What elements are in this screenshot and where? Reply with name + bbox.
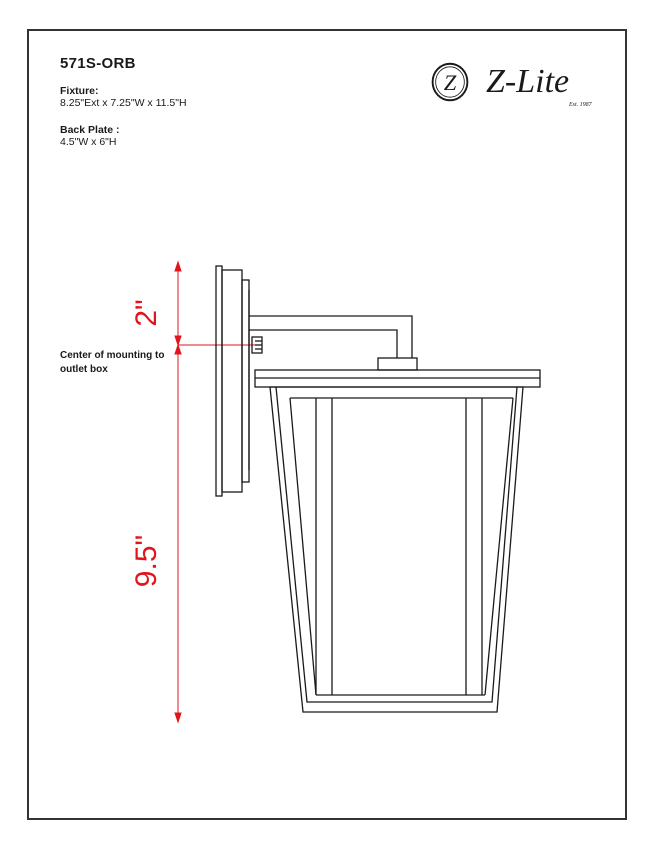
dimension-label-bottom: 9.5" bbox=[130, 534, 163, 588]
dimension-arrow-top bbox=[175, 262, 181, 271]
model-number: 571S-ORB bbox=[60, 55, 136, 72]
fixture-dimensions: 8.25"Ext x 7.25"W x 11.5"H bbox=[60, 97, 187, 109]
svg-text:Z: Z bbox=[443, 69, 457, 95]
backplate-dimensions: 4.5"W x 6"H bbox=[60, 136, 117, 148]
lantern-body bbox=[270, 387, 523, 712]
dimension-arrow-mid-down bbox=[175, 345, 181, 354]
logo-established: Est. 1987 bbox=[569, 102, 592, 108]
fixture-label: Fixture: bbox=[60, 85, 99, 97]
canopy bbox=[255, 370, 540, 387]
backplate-label: Back Plate : bbox=[60, 124, 120, 136]
back-plate bbox=[216, 266, 249, 496]
dimension-arrow-bottom bbox=[175, 713, 181, 722]
mounting-note: Center of mounting to outlet box bbox=[60, 350, 165, 375]
dimension-label-top: 2" bbox=[130, 299, 163, 327]
arm bbox=[249, 316, 417, 370]
logo-wordmark: Z-Lite bbox=[486, 63, 570, 100]
